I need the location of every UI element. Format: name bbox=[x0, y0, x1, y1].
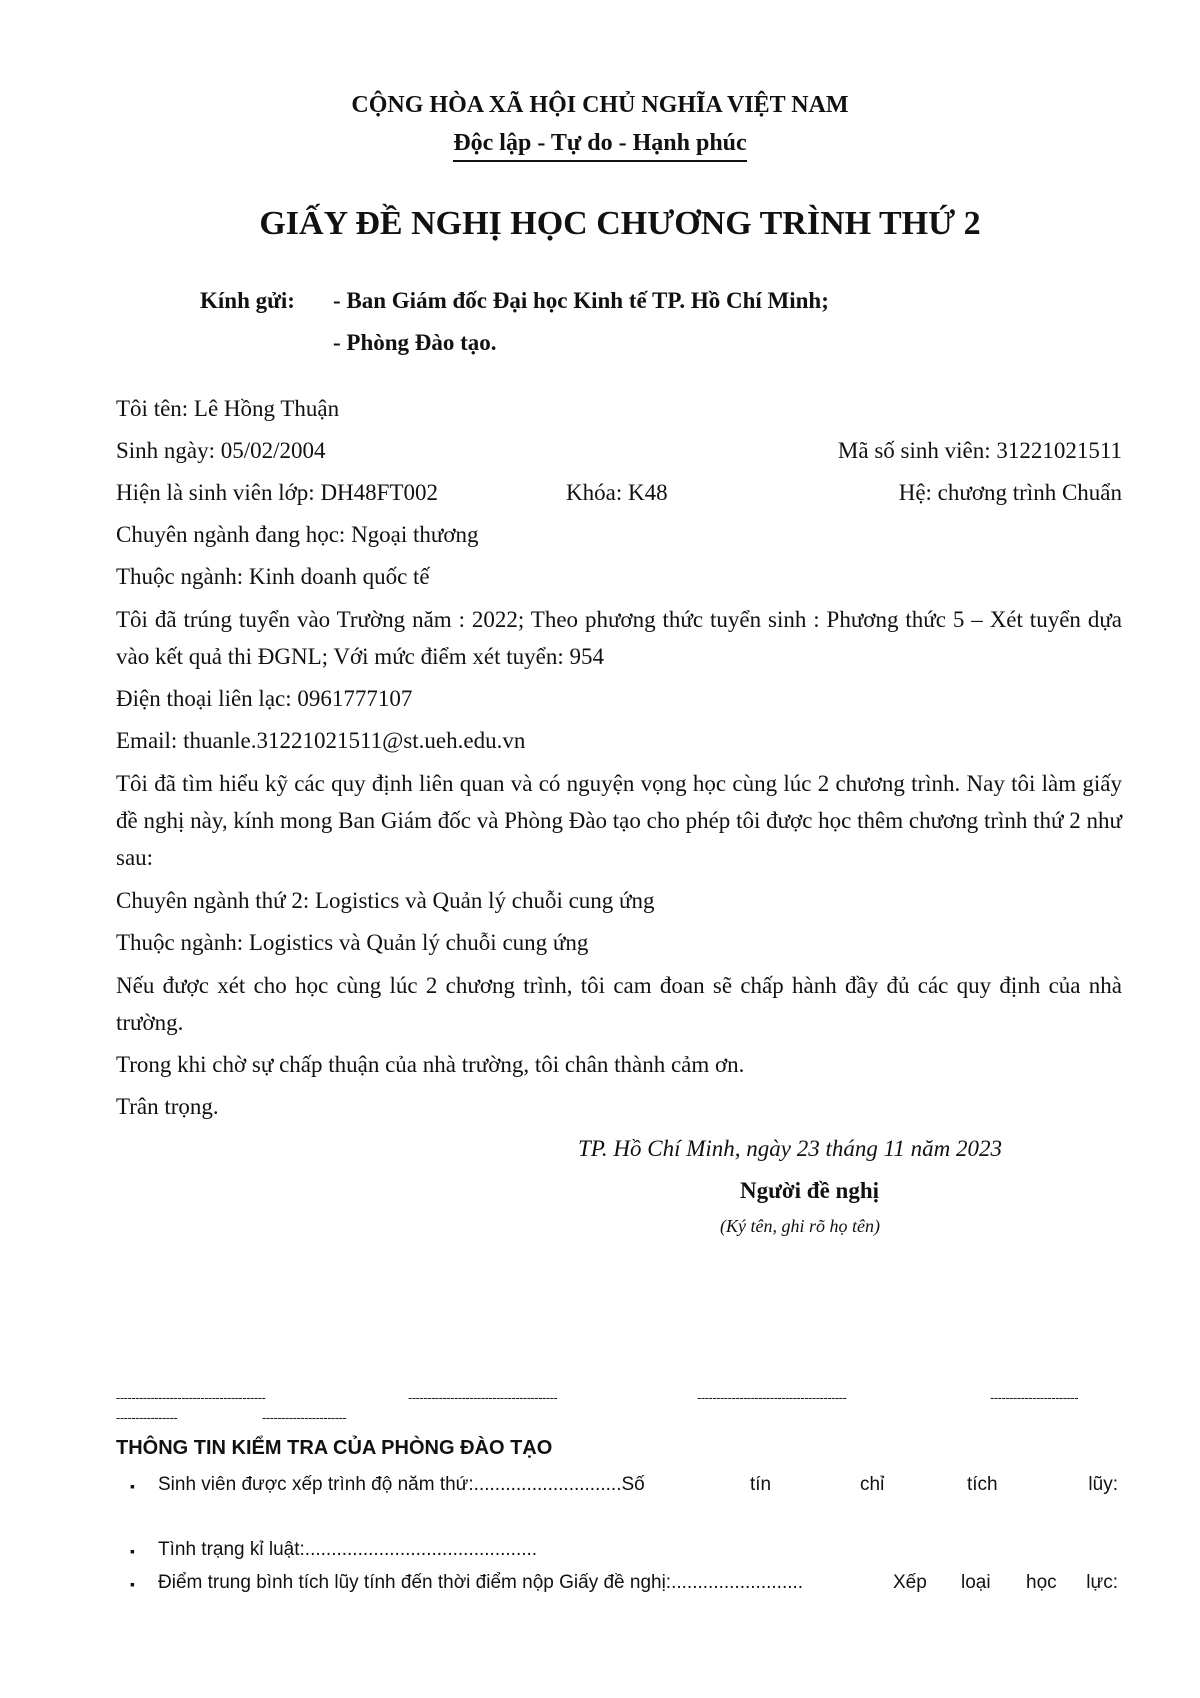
motto-text: Độc lập - Tự do - Hạnh phúc bbox=[453, 130, 746, 162]
separator-segment: ---------------------- bbox=[262, 1410, 347, 1425]
student-id: Mã số sinh viên: 31221021511 bbox=[837, 438, 1122, 463]
separator-segment: --------------------------------------- bbox=[408, 1390, 558, 1405]
nation-header: CỘNG HÒA XÃ HỘI CHỦ NGHĨA VIỆT NAM bbox=[351, 92, 849, 118]
admission-info: Tôi đã trúng tuyển vào Trường năm : 2022; Theo phương thức tuyển sinh : Phương thức 5 – Xét tuyển dựa vào kết quả thi ĐGNL; Với mức điểm xét tuyển: 954 bbox=[116, 607, 1122, 669]
address-line-1: - Ban Giám đốc Đại học Kinh tế TP. Hồ Chí Minh; bbox=[333, 288, 829, 313]
separator-segment: --------------------------------------- bbox=[116, 1390, 266, 1405]
student-email: Email: thuanle.31221021511@st.ueh.edu.vn bbox=[116, 728, 526, 753]
signature-place-date: TP. Hồ Chí Minh, ngày 23 tháng 11 năm 2023 bbox=[578, 1136, 1003, 1161]
office-item-word: tích bbox=[967, 1474, 998, 1495]
office-section-heading: THÔNG TIN KIỂM TRA CỦA PHÒNG ĐÀO TẠO bbox=[116, 1437, 553, 1459]
second-field: Thuộc ngành: Logistics và Quản lý chuỗi cung ứng bbox=[116, 930, 589, 955]
student-phone: Điện thoại liên lạc: 0961777107 bbox=[116, 686, 413, 711]
commitment-paragraph: Nếu được xét cho học cùng lúc 2 chương trình, tôi cam đoan sẽ chấp hành đầy đủ các quy định của nhà trường. bbox=[116, 973, 1122, 1035]
signature-note: (Ký tên, ghi rõ họ tên) bbox=[720, 1216, 880, 1236]
office-item-word: học bbox=[1026, 1572, 1057, 1593]
office-item-word: lũy: bbox=[1088, 1474, 1118, 1495]
office-item-word: Xếp bbox=[893, 1572, 927, 1593]
student-class: Hiện là sinh viên lớp: DH48FT002 bbox=[116, 480, 438, 505]
student-dob: Sinh ngày: 05/02/2004 bbox=[116, 438, 326, 463]
address-label: Kính gửi: bbox=[200, 288, 295, 313]
request-paragraph: Tôi đã tìm hiểu kỹ các quy định liên quan và có nguyện vọng học cùng lúc 2 chương trình. Nay tôi làm giấy đề nghị này, kính mong Ban Giám đốc và Phòng Đào tạo cho phép tôi được học thêm chương trình thứ 2 như sau: bbox=[116, 771, 1122, 870]
regards-line: Trân trọng. bbox=[116, 1094, 219, 1119]
separator-segment: ----------------------- bbox=[990, 1390, 1079, 1405]
student-course: Khóa: K48 bbox=[566, 480, 668, 505]
student-program: Hệ: chương trình Chuẩn bbox=[898, 480, 1122, 505]
signature-role: Người đề nghị bbox=[740, 1178, 880, 1203]
student-name: Tôi tên: Lê Hồng Thuận bbox=[116, 396, 340, 421]
office-item-word: chỉ bbox=[860, 1474, 885, 1495]
motto-header bbox=[0, 130, 1200, 157]
document-title: GIẤY ĐỀ NGHỊ HỌC CHƯƠNG TRÌNH THỨ 2 bbox=[259, 205, 981, 242]
second-major: Chuyên ngành thứ 2: Logistics và Quản lý chuỗi cung ứng bbox=[116, 888, 655, 913]
separator-segment: --------------------------------------- bbox=[697, 1390, 847, 1405]
bullet-icon: ▪ bbox=[130, 1576, 135, 1592]
bullet-icon: ▪ bbox=[130, 1543, 135, 1559]
office-item-word: tín bbox=[750, 1474, 772, 1495]
office-item-word: lực: bbox=[1086, 1572, 1118, 1593]
office-item-gpa: Điểm trung bình tích lũy tính đến thời điểm nộp Giấy đề nghị:......................... bbox=[158, 1572, 804, 1593]
thanks-line: Trong khi chờ sự chấp thuận của nhà trường, tôi chân thành cảm ơn. bbox=[116, 1052, 745, 1077]
office-item-discipline: Tình trạng kỉ luật:............................................ bbox=[158, 1539, 538, 1560]
bullet-icon: ▪ bbox=[130, 1478, 135, 1494]
separator-segment: ---------------- bbox=[116, 1410, 178, 1425]
student-major: Chuyên ngành đang học: Ngoại thương bbox=[116, 522, 479, 547]
office-item-year-level: Sinh viên được xếp trình độ năm thứ:............................Số bbox=[158, 1474, 645, 1495]
student-field: Thuộc ngành: Kinh doanh quốc tế bbox=[116, 564, 430, 589]
address-line-2: - Phòng Đào tạo. bbox=[333, 330, 497, 355]
office-item-word: loại bbox=[961, 1572, 991, 1593]
